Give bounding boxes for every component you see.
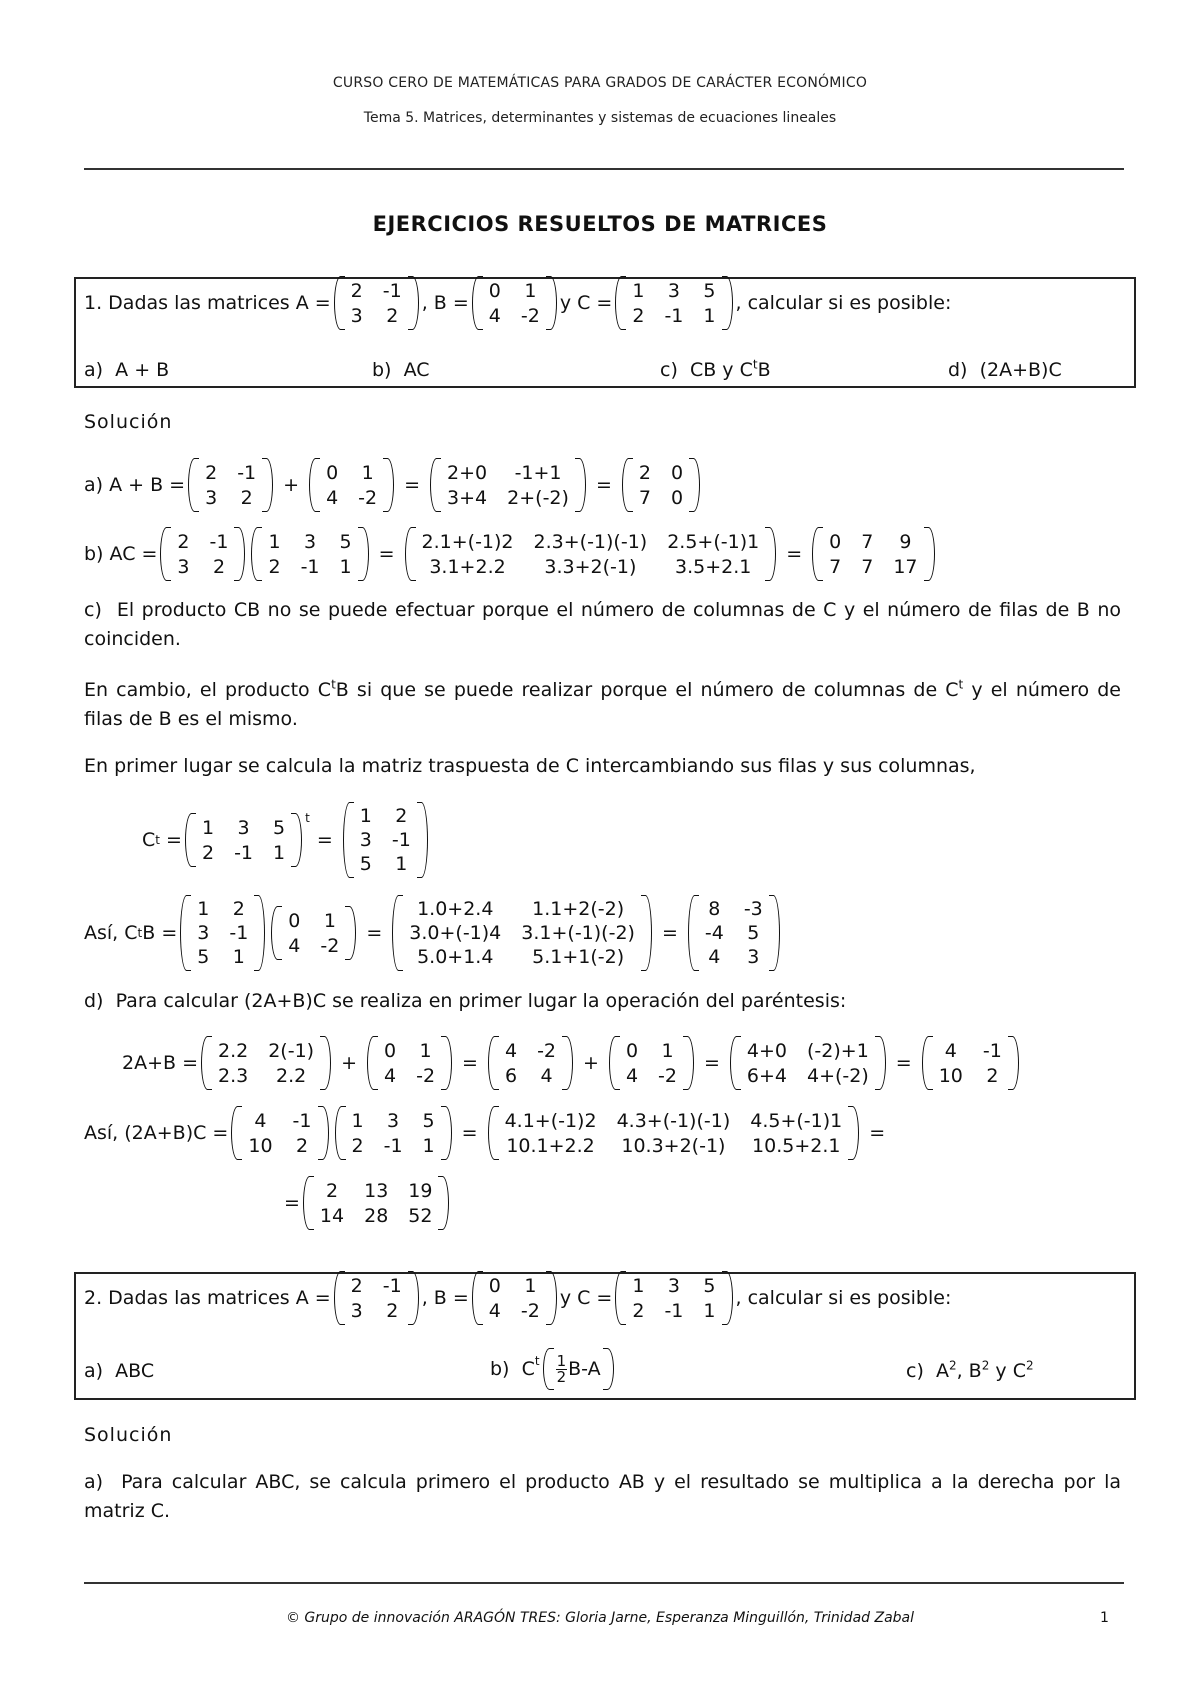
matrix-cell: 7 — [638, 486, 651, 509]
footer-credits: © Grupo de innovación ARAGÓN TRES: Gloria Jarne, Esperanza Minguillón, Trinidad Zabal — [285, 1610, 915, 1626]
matrix-cell: -2 — [658, 1064, 677, 1087]
matrix-cell: -1 — [209, 530, 229, 553]
matrix-cell: 2 — [351, 1134, 364, 1157]
matrix-c — [185, 813, 302, 867]
matrix-cell: 1 — [419, 1039, 432, 1062]
exercise-1-part-c: c) CB y $C^tB$ — [660, 357, 771, 381]
solution-1-label: Solución — [84, 411, 173, 433]
matrix-cell: -2 — [358, 486, 378, 509]
matrix-cell: 5 — [339, 530, 352, 553]
matrix-cell: 1 — [351, 1109, 364, 1132]
matrix-cell: 1 — [524, 1274, 537, 1297]
matrix-cell: 4 — [540, 1064, 553, 1087]
matrix-cell: 2 — [986, 1064, 999, 1087]
matrix-c — [335, 1106, 452, 1160]
matrix-cell: 5 — [703, 279, 716, 302]
matrix-a — [334, 1271, 419, 1325]
matrix-cell: -1 — [383, 1134, 403, 1157]
matrix-cell: 1 — [703, 1299, 716, 1322]
footer-rule — [84, 1582, 1124, 1584]
solution-1d-product: Así, (2A+B)C = 4 -1 10 2 1 3 5 2 -1 1 = 4.1+(-1)2 4.3+(-1)(-1) 4.5+(-1)1 10.1+2.2 10.3+2(-1) 10.5+2.1 = — [84, 1106, 892, 1160]
matrix-cell: 2 — [205, 461, 218, 484]
matrix-cell: 1 — [359, 805, 372, 827]
matrix-cell: 10.3+2(-1) — [621, 1134, 726, 1157]
solution-2a-paragraph: a) Para calcular ABC, se calcula primero el producto AB y el resultado se multiplica a la derecha por la matriz C. — [84, 1471, 1121, 1522]
matrix-cell: 2.2 — [218, 1039, 249, 1062]
half-b-minus-a: $\frac{1}{2}$ B-A — [543, 1348, 614, 1390]
matrix-cell: -1 — [664, 1299, 684, 1322]
matrix-cell: 2 — [232, 898, 245, 920]
matrix-ctb-expanded — [392, 895, 652, 971]
matrix-cell: 4 — [254, 1109, 267, 1132]
matrix-cell: 1 — [632, 279, 645, 302]
matrix-cell: 2 — [632, 304, 645, 327]
matrix-cell: 2(-1) — [268, 1039, 315, 1062]
matrix-cell: 4 — [384, 1064, 397, 1087]
matrix-cell: 3 — [747, 946, 760, 968]
matrix-cell: 4 — [625, 1064, 639, 1087]
transpose-equation: C t = 1 3 5 2 -1 1 $^t$ = 1 2 3 -1 5 1 — [142, 802, 431, 878]
matrix-c-transpose — [343, 802, 428, 878]
matrix-cell: -1 — [382, 1274, 402, 1297]
solution-2-label: Solución — [84, 1424, 173, 1446]
matrix-cell: 3 — [237, 816, 250, 839]
page-number: 1 — [1100, 1610, 1109, 1626]
course-header: CURSO CERO DE MATEMÁTICAS PARA GRADOS DE CARÁCTER ECONÓMICO — [332, 75, 868, 91]
matrix-c — [615, 1271, 732, 1325]
matrix-cell: 3 — [205, 486, 218, 509]
matrix-cell: 3.1+2.2 — [429, 555, 506, 578]
matrix-cell: 0 — [670, 486, 684, 509]
matrix-cell: 2.3+(-1)(-1) — [533, 530, 648, 553]
matrix-cell: 5 — [197, 946, 210, 968]
matrix-cell: 4 — [504, 1039, 518, 1062]
matrix-cell: 1 — [323, 909, 336, 932]
matrix-cell: 0 — [488, 1274, 501, 1297]
exercise-1-statement: 1. Dadas las matrices A = 2 -1 3 2 , B = 0 1 4 -2 y C = 1 3 5 2 -1 1 , calcular si es posible: — [84, 276, 951, 330]
matrix-cell: 2.1+(-1)2 — [421, 530, 514, 553]
matrix-cell: 1 — [661, 1039, 674, 1062]
matrix-cell: 2+0 — [447, 461, 488, 484]
matrix-cell: 1 — [339, 555, 352, 578]
matrix-cell: 0 — [829, 530, 842, 553]
matrix-cell: 1 — [422, 1134, 435, 1157]
matrix-cell: -1 — [391, 829, 411, 851]
matrix-cell: 3 — [387, 1109, 400, 1132]
matrix-cell: 0 — [326, 461, 339, 484]
matrix-cell: 4+(-2) — [807, 1064, 869, 1087]
matrix-cell: -2 — [320, 934, 340, 957]
two-a-plus-b-equation: 2A+B = 2.2 2(-1) 2.3 2.2 + 0 1 4 -2 = 4 -2 6 4 + 0 1 4 -2 = 4+0 (-2)+1 6+4 4+(-2) = 4 -1 10 2 — [122, 1036, 1022, 1090]
matrix-cell: 0 — [288, 909, 301, 932]
matrix-b — [472, 1271, 557, 1325]
matrix-cell: -1 — [382, 279, 402, 302]
matrix-cell: 10 — [938, 1064, 963, 1087]
matrix-cell: 14 — [319, 1204, 345, 1227]
matrix-cell: 1 — [232, 946, 245, 968]
matrix-ctb-result — [688, 895, 780, 971]
matrix-cell: 3.0+(-1)4 — [409, 922, 502, 944]
matrix-2a — [488, 1036, 573, 1090]
matrix-cell: 13 — [364, 1179, 389, 1202]
matrix-cell: 10 — [248, 1134, 273, 1157]
matrix-cell: 3 — [350, 1299, 363, 1322]
matrix-cell: 0 — [384, 1039, 397, 1062]
matrix-cell: -1 — [292, 1109, 312, 1132]
matrix-cell: 52 — [408, 1204, 433, 1227]
topic-header: Tema 5. Matrices, determinantes y sistemas de ecuaciones lineales — [363, 110, 837, 126]
solution-1c-paragraph: c) El producto CB no se puede efectuar porque el número de columnas de C y el número de filas de B no coinciden. — [84, 599, 1121, 650]
matrix-cell: 1 — [268, 530, 281, 553]
matrix-cell: 3 — [177, 555, 190, 578]
matrix-cell: 2 — [325, 1179, 339, 1202]
matrix-cell: 4 — [708, 946, 721, 968]
matrix-cell: 2 — [201, 841, 215, 864]
matrix-cell: 5 — [747, 922, 760, 944]
matrix-cell: 3 — [303, 530, 317, 553]
matrix-cell: 4 — [288, 934, 301, 957]
matrix-cell: 2 — [212, 555, 226, 578]
matrix-final-expanded — [488, 1106, 860, 1160]
matrix-2a-plus-b — [922, 1036, 1019, 1090]
matrix-cell: 6 — [504, 1064, 518, 1087]
matrix-cell: 2 — [350, 1274, 363, 1297]
matrix-sum-result — [622, 458, 700, 512]
matrix-cell: 1 — [703, 304, 716, 327]
matrix-cell: 2 — [395, 805, 408, 827]
matrix-cell: 5.0+1.4 — [417, 946, 494, 968]
matrix-cell: 3 — [197, 922, 210, 944]
solution-1d-result: = 2 13 19 14 28 52 — [284, 1176, 452, 1230]
matrix-cell: -1 — [982, 1039, 1002, 1062]
matrix-cell: -1 — [237, 461, 257, 484]
solution-1c-product: Así, C t B = 1 2 3 -1 5 1 0 1 4 -2 = 1.0+2.4 1.1+2(-2) 3.0+(-1)4 3.1+(-1)(-2) 5.0+1.4 5.1+1(-2) = 8 -3 -4 5 4 3 — [84, 895, 783, 971]
matrix-sum-expanded — [430, 458, 586, 512]
matrix-cell: 4+0 — [746, 1039, 788, 1062]
matrix-cell: 0 — [625, 1039, 639, 1062]
exercise-2-statement: 2. Dadas las matrices A = 2 -1 3 2 , B = 0 1 4 -2 y C = 1 3 5 2 -1 1 , calcular si es posible: — [84, 1271, 951, 1325]
matrix-c-transpose — [180, 895, 265, 971]
exercise-1-part-d: d) (2A+B)C — [948, 359, 1062, 381]
matrix-cell: 7 — [829, 555, 842, 578]
matrix-cell: 4.5+(-1)1 — [750, 1109, 843, 1132]
matrix-cell: 2 — [268, 555, 281, 578]
matrix-cell: 19 — [408, 1179, 433, 1202]
matrix-cell: 2 — [638, 461, 651, 484]
matrix-b — [472, 276, 557, 330]
matrix-cell: 5 — [273, 816, 286, 839]
transpose-intro: En primer lugar se calcula la matriz traspuesta de C intercambiando sus filas y sus columnas, — [84, 755, 976, 777]
matrix-cell: 4.3+(-1)(-1) — [616, 1109, 731, 1132]
matrix-cell: 2 — [386, 304, 399, 327]
matrix-2a-plus-b — [231, 1106, 328, 1160]
matrix-cell: 2+(-2) — [507, 486, 569, 509]
matrix-cell: 2 — [632, 1299, 645, 1322]
matrix-cell: 4 — [488, 1299, 501, 1322]
matrix-cell: -2 — [520, 1299, 540, 1322]
solution-1a: a) A + B = 2 -1 3 2 + 0 1 4 -2 = 2+0 -1+1 3+4 2+(-2) = 2 0 7 0 — [84, 458, 703, 512]
matrix-2a-expanded — [201, 1036, 331, 1090]
matrix-cell: -1+1 — [514, 461, 562, 484]
matrix-cell: 2 — [350, 279, 363, 302]
matrix-cell: 1 — [524, 279, 537, 302]
matrix-cell: 2 — [177, 530, 190, 553]
matrix-cell: 4 — [326, 486, 339, 509]
exercise-2-part-a: a) ABC — [84, 1360, 155, 1382]
solution-1b: b) AC = 2 -1 3 2 1 3 5 2 -1 1 = 2.1+(-1)2 2.3+(-1)(-1) 2.5+(-1)1 3.1+2.2 3.3+2(-1) 3.5+2.1 = 0 7 9 7 7 17 — [84, 527, 938, 581]
matrix-ac-expanded — [405, 527, 777, 581]
matrix-cell: -1 — [300, 555, 320, 578]
exercise-1-part-a: a) A + B — [84, 359, 170, 381]
matrix-cell: 5 — [703, 1274, 716, 1297]
matrix-2a-plus-b-expanded — [730, 1036, 886, 1090]
matrix-cell: 2.5+(-1)1 — [667, 530, 760, 553]
exercise-2-part-b: b) C $^t$ $\frac{1}{2}$ B-A — [490, 1348, 617, 1390]
matrix-cell: -3 — [743, 898, 763, 920]
matrix-b — [609, 1036, 694, 1090]
matrix-cell: 5 — [422, 1109, 435, 1132]
matrix-b — [309, 458, 394, 512]
matrix-cell: 1 — [201, 816, 215, 839]
header-rule — [84, 168, 1124, 170]
solution-1c-ctb-paragraph: En cambio, el producto $C^tB$ si que se puede realizar porque el número de columnas de $C^t$ y el número de filas de B es el mismo. — [84, 677, 1121, 730]
matrix-cell: 28 — [364, 1204, 389, 1227]
matrix-cell: (-2)+1 — [807, 1039, 869, 1062]
matrix-cell: 5.1+1(-2) — [532, 946, 625, 968]
matrix-cell: 7 — [861, 555, 874, 578]
matrix-cell: -4 — [704, 922, 724, 944]
matrix-a — [334, 276, 419, 330]
matrix-cell: 4 — [488, 304, 501, 327]
matrix-cell: 3.1+(-1)(-2) — [521, 922, 635, 944]
matrix-cell: 3+4 — [447, 486, 488, 509]
matrix-cell: 1 — [395, 853, 408, 875]
matrix-a — [188, 458, 273, 512]
matrix-cell: 1 — [632, 1274, 645, 1297]
exercise-1-part-b: b) AC — [372, 359, 430, 381]
matrix-cell: 1 — [273, 841, 286, 864]
matrix-cell: 2.3 — [218, 1064, 249, 1087]
matrix-cell: 10.5+2.1 — [752, 1134, 841, 1157]
matrix-cell: 6+4 — [746, 1064, 788, 1087]
matrix-cell: -1 — [229, 922, 249, 944]
matrix-cell: 9 — [899, 530, 912, 553]
matrix-cell: -2 — [520, 304, 540, 327]
matrix-cell: 3 — [350, 304, 363, 327]
matrix-cell: 2 — [295, 1134, 309, 1157]
matrix-cell: 10.1+2.2 — [506, 1134, 595, 1157]
matrix-cell: -1 — [234, 841, 254, 864]
matrix-cell: 8 — [708, 898, 721, 920]
matrix-b — [271, 906, 356, 960]
matrix-cell: -2 — [416, 1064, 436, 1087]
matrix-cell: 3 — [667, 1274, 680, 1297]
matrix-c — [251, 527, 368, 581]
matrix-ac-result — [812, 527, 934, 581]
matrix-cell: -2 — [537, 1039, 557, 1062]
matrix-cell: 2 — [386, 1299, 399, 1322]
matrix-cell: 1 — [361, 461, 374, 484]
matrix-cell: 3 — [359, 829, 372, 851]
matrix-cell: 0 — [488, 279, 501, 302]
matrix-cell: 3.3+2(-1) — [544, 555, 637, 578]
matrix-cell: 3.5+2.1 — [675, 555, 752, 578]
matrix-a — [160, 527, 245, 581]
matrix-final-result — [303, 1176, 450, 1230]
page-title: EJERCICIOS RESUELTOS DE MATRICES — [372, 212, 828, 236]
matrix-cell: 4 — [944, 1039, 957, 1062]
matrix-b — [367, 1036, 452, 1090]
solution-1d-intro: d) Para calcular (2A+B)C se realiza en primer lugar la operación del paréntesis: — [84, 990, 847, 1012]
matrix-cell: 17 — [893, 555, 918, 578]
matrix-cell: 2 — [240, 486, 253, 509]
matrix-cell: -1 — [664, 304, 684, 327]
matrix-cell: 2.2 — [276, 1064, 307, 1087]
exercise-2-part-c: c) $A^2$, $B^2$ y $C^2$ — [906, 1358, 1034, 1382]
matrix-cell: 5 — [359, 853, 372, 875]
matrix-cell: 0 — [670, 461, 684, 484]
matrix-c — [615, 276, 732, 330]
matrix-cell: 4.1+(-1)2 — [504, 1109, 597, 1132]
matrix-cell: 1.0+2.4 — [417, 898, 494, 920]
matrix-cell: 1.1+2(-2) — [532, 898, 625, 920]
matrix-cell: 1 — [197, 898, 210, 920]
matrix-cell: 3 — [667, 279, 680, 302]
matrix-cell: 7 — [861, 530, 874, 553]
